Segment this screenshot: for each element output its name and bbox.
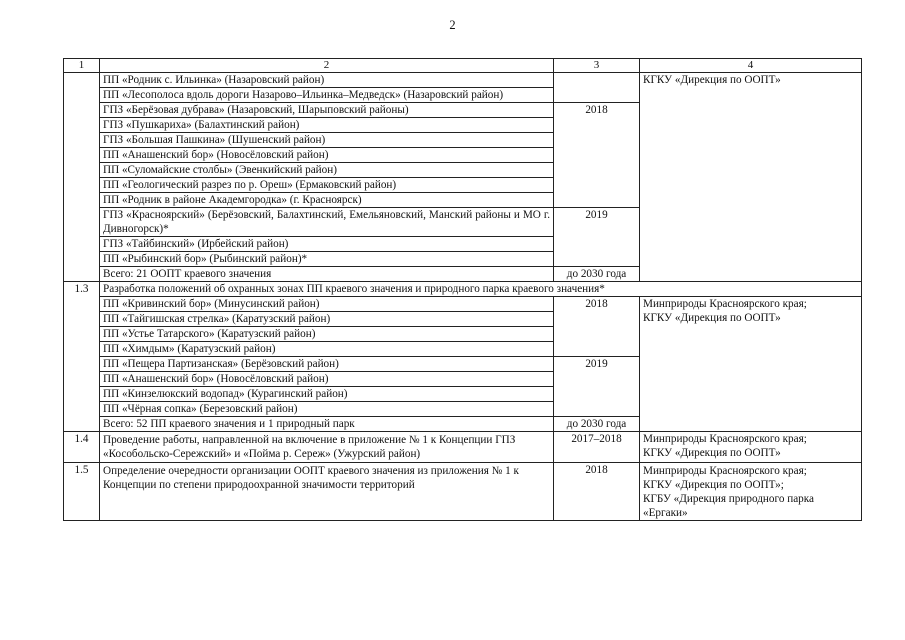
executor-cell [640, 463, 862, 521]
list-item: ПП «Суломайские столбы» (Эвенкийский район) [100, 163, 554, 178]
table-row [64, 282, 862, 297]
year-cell-1-4: 2017–2018 [554, 432, 640, 463]
measure-text-1-4: Проведение работы, направленной на включение в приложение № 1 к Концепции ГПЗ «Кособольско-Сережский» и «Пойма р. Сереж» (Ужурский район) [100, 432, 554, 463]
row-number-1-4: 1.4 [64, 432, 100, 463]
executor-cell [640, 432, 862, 463]
year-total-cell: до 2030 года [554, 267, 640, 282]
list-item: ПП «Химдым» (Каратузский район) [100, 342, 554, 357]
list-item: ПП «Тайгишская стрелка» (Каратузский район) [100, 312, 554, 327]
executor-directorate: КГКУ «Дирекция по ООПТ» [643, 447, 781, 459]
row-number-cell [64, 73, 100, 282]
header-col-1: 1 [64, 59, 100, 73]
measures-table [63, 58, 862, 521]
year-cell-1-5: 2018 [554, 463, 640, 521]
header-col-3: 3 [554, 59, 640, 73]
list-item: ПП «Родник в районе Академгородка» (г. Красноярск) [100, 193, 554, 208]
year-2019-cell: 2019 [554, 357, 640, 417]
list-item: ПП «Пещера Партизанская» (Берёзовский район) [100, 357, 554, 372]
list-item: ПП «Кривинский бор» (Минусинский район) [100, 297, 554, 312]
list-item: ПП «Родник с. Ильинка» (Назаровский район) [100, 73, 554, 88]
list-item: ПП «Кинзелюкский водопад» (Курагинский район) [100, 387, 554, 402]
table-row [64, 73, 862, 88]
list-item: ГПЗ «Берёзовая дубрава» (Назаровский, Шарыповский районы) [100, 103, 554, 118]
executor-ministry: Минприроды Красноярского края; [643, 298, 807, 310]
executor-ministry: Минприроды Красноярского края; [643, 465, 807, 477]
list-item: ГПЗ «Тайбинский» (Ирбейский район) [100, 237, 554, 252]
executor-ministry: Минприроды Красноярского края; [643, 433, 807, 445]
year-cell [554, 73, 640, 103]
year-2019-cell: 2019 [554, 208, 640, 267]
executor-park-directorate: КГБУ «Дирекция природного парка «Ергаки» [643, 493, 814, 519]
year-total-cell: до 2030 года [554, 417, 640, 432]
total-item: Всего: 52 ПП краевого значения и 1 природный парк [100, 417, 554, 432]
row-number-1-5: 1.5 [64, 463, 100, 521]
year-2018-cell: 2018 [554, 103, 640, 208]
row-number-1-3: 1.3 [64, 282, 100, 432]
list-item: ПП «Анашенский бор» (Новосёловский район) [100, 148, 554, 163]
list-item: ПП «Чёрная сопка» (Березовский район) [100, 402, 554, 417]
table-row [64, 432, 862, 463]
executor-directorate: КГКУ «Дирекция по ООПТ»; [643, 479, 784, 491]
header-col-2: 2 [100, 59, 554, 73]
page-number: 2 [449, 18, 456, 32]
list-item: ПП «Анашенский бор» (Новосёловский район) [100, 372, 554, 387]
list-item: ГПЗ «Красноярский» (Берёзовский, Балахтинский, Емельяновский, Манский районы и МО г. Дивногорск)* [100, 208, 554, 237]
list-item: ГПЗ «Большая Пашкина» (Шушенский район) [100, 133, 554, 148]
list-item: ПП «Устье Татарского» (Каратузский район) [100, 327, 554, 342]
table-row [64, 297, 862, 312]
table-header-row [64, 59, 862, 73]
executor-directorate: КГКУ «Дирекция по ООПТ» [643, 312, 781, 324]
list-item: ПП «Рыбинский бор» (Рыбинский район)* [100, 252, 554, 267]
list-item: ГПЗ «Пушкариха» (Балахтинский район) [100, 118, 554, 133]
table-row [64, 463, 862, 521]
list-item: ПП «Геологический разрез по р. Ореш» (Ермаковский район) [100, 178, 554, 193]
year-2018-cell: 2018 [554, 297, 640, 357]
executor-cell: КГКУ «Дирекция по ООПТ» [640, 73, 862, 282]
section-title-1-3: Разработка положений об охранных зонах ПП краевого значения и природного парка краевого значения* [100, 282, 862, 297]
header-col-4: 4 [640, 59, 862, 73]
total-item: Всего: 21 ООПТ краевого значения [100, 267, 554, 282]
measure-text-1-5: Определение очередности организации ООПТ краевого значения из приложения № 1 к Концепции по степени природоохранной значимости территорий [100, 463, 554, 521]
list-item: ПП «Лесополоса вдоль дороги Назарово–Ильинка–Медведск» (Назаровский район) [100, 88, 554, 103]
executor-cell [640, 297, 862, 432]
